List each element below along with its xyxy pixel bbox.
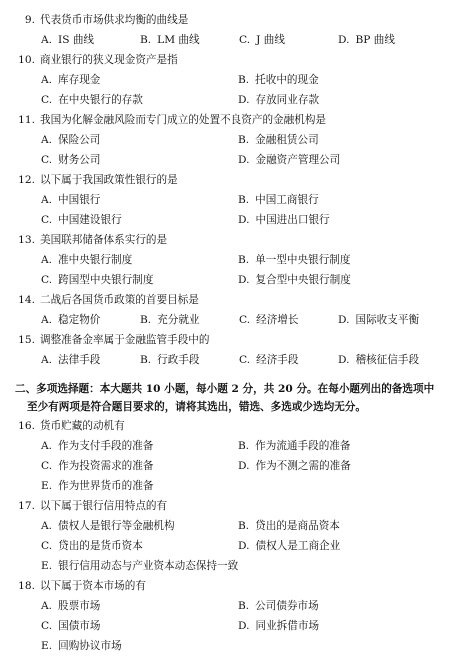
option-e: E. 回购协议市场 <box>41 639 122 652</box>
question-text: 调整准备金率属于金融监管手段中的 <box>40 333 210 346</box>
question-text: 货币贮藏的动机有 <box>40 419 125 432</box>
option-b: B. 充分就业 <box>140 313 200 326</box>
option-d: D. 复合型中央银行制度 <box>238 273 351 286</box>
question-15 <box>15 330 441 370</box>
question-text: 以下属于我国政策性银行的是 <box>40 173 178 186</box>
question-10 <box>15 50 441 110</box>
section-heading-multiple-choice <box>15 380 441 416</box>
option-e: E. 作为世界货币的准备 <box>41 479 154 492</box>
option-a: A. 法律手段 <box>41 353 101 366</box>
option-a: A. 准中央银行制度 <box>41 253 133 266</box>
question-16 <box>15 416 441 496</box>
option-b: B. 作为流通手段的准备 <box>238 439 351 452</box>
question-number: 12. <box>18 173 35 186</box>
option-a: A. 保险公司 <box>41 133 101 146</box>
question-number: 13. <box>18 233 35 246</box>
option-a: A. 中国银行 <box>41 193 101 206</box>
question-9 <box>15 10 441 50</box>
question-14 <box>15 290 441 330</box>
option-b: B. 单一型中央银行制度 <box>238 253 351 266</box>
option-a: A. 债权人是银行等金融机构 <box>41 519 175 532</box>
option-c: C. 在中央银行的存款 <box>41 93 143 106</box>
question-number: 11. <box>18 113 35 126</box>
option-c: C. 国债市场 <box>41 619 101 632</box>
option-b: B. 贷出的是商品资本 <box>238 519 340 532</box>
option-d: D. 金融资产管理公司 <box>238 153 341 166</box>
option-b: B. LM 曲线 <box>140 33 200 46</box>
option-e: E. 银行信用动态与产业资本动态保持一致 <box>41 559 239 572</box>
question-12 <box>15 170 441 230</box>
question-11 <box>15 110 441 170</box>
question-number: 18. <box>18 579 35 592</box>
option-d: D. 同业拆借市场 <box>238 619 320 632</box>
option-c: C. 作为投资需求的准备 <box>41 459 154 472</box>
option-c: C. 贷出的是货币资本 <box>41 539 143 552</box>
option-b: B. 行政手段 <box>140 353 200 366</box>
option-d: D. 债权人是工商企业 <box>238 539 341 552</box>
question-text: 美国联邦储备体系实行的是 <box>40 233 168 246</box>
question-text: 以下属于资本市场的有 <box>40 579 146 592</box>
section-instructions-line-1: 二、多项选择题：本大题共 10 小题，每小题 2 分，共 20 分。在每小题列出的备选项中 <box>15 383 435 395</box>
option-a: A. 稳定物价 <box>41 313 101 326</box>
option-c: C. 中国建设银行 <box>41 213 122 226</box>
option-d: D. 作为不测之需的准备 <box>238 459 351 472</box>
option-d: D. 国际收支平衡 <box>338 313 420 326</box>
option-d: D. 稽核征信手段 <box>338 353 420 366</box>
question-text: 二战后各国货币政策的首要目标是 <box>40 293 199 306</box>
option-c: C. 财务公司 <box>41 153 101 166</box>
question-text: 以下属于银行信用特点的有 <box>40 499 168 512</box>
option-a: A. IS 曲线 <box>41 33 95 46</box>
question-text: 代表货币市场供求均衡的曲线是 <box>40 13 189 26</box>
question-13 <box>15 230 441 290</box>
question-18 <box>15 576 441 656</box>
option-d: D. 存放同业存款 <box>238 93 320 106</box>
option-b: B. 公司债券市场 <box>238 599 319 612</box>
question-number: 17. <box>18 499 35 512</box>
option-a: A. 股票市场 <box>41 599 101 612</box>
question-number: 10. <box>18 53 35 66</box>
question-text: 商业银行的狭义现金资产是指 <box>40 53 178 66</box>
option-d: D. BP 曲线 <box>338 33 395 46</box>
option-b: B. 金融租赁公司 <box>238 133 319 146</box>
option-c: C. 经济手段 <box>239 353 299 366</box>
question-number: 15. <box>18 333 35 346</box>
question-number: 16. <box>18 419 35 432</box>
option-a: A. 作为支付手段的准备 <box>41 439 154 452</box>
option-c: C. 跨国型中央银行制度 <box>41 273 154 286</box>
question-number: 14. <box>18 293 35 306</box>
option-d: D. 中国进出口银行 <box>238 213 330 226</box>
section-instructions-line-2: 至少有两项是符合题目要求的，请将其选出，错选、多选或少选均无分。 <box>27 401 366 413</box>
option-b: B. 托收中的现金 <box>238 73 319 86</box>
option-c: C. J 曲线 <box>239 33 285 46</box>
option-c: C. 经济增长 <box>239 313 299 326</box>
question-17 <box>15 496 441 576</box>
question-number: 9. <box>24 13 35 26</box>
question-text: 我国为化解金融风险而专门成立的处置不良资产的金融机构是 <box>40 113 327 126</box>
option-a: A. 库存现金 <box>41 73 101 86</box>
option-b: B. 中国工商银行 <box>238 193 319 206</box>
